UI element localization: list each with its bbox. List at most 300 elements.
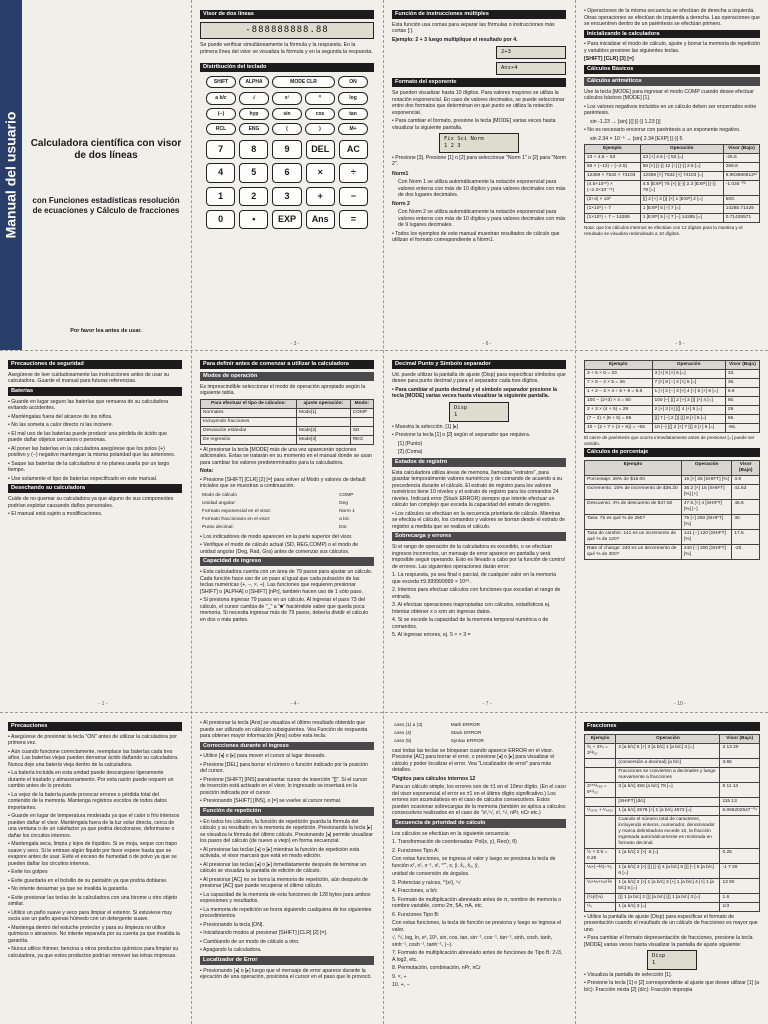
note-label: Nota: [200, 468, 214, 475]
locator-header: Localizador de Error [200, 956, 374, 965]
list-item: • La memoria de repetición se borra siguiendo cualquiera de los siguientes procedimientos [200, 907, 374, 920]
table-cell: Descuento: 4% de descuento de $47.50 [585, 500, 682, 515]
page-8 [384, 712, 574, 1024]
list-item: • Presione [SHIFT] [INS] parainsertar cursor de inserción "[]". Si el cursor de inserción está activado en el visor, lo ingresado se insertará en la posición indicada por el cursor. [200, 777, 374, 797]
table-cell: caso (4) [394, 730, 412, 736]
divide-key[interactable]: ÷ [339, 163, 368, 182]
norm-all-note: • Todos los ejemplos de este manual muestran resultados de cálculo que utilizan el formato correspondiente a Norm1. [392, 231, 566, 244]
key-8[interactable]: 8 [239, 140, 268, 159]
sequence-intro: Los cálculos se efectúan en la siguiente secuencia: [392, 830, 510, 837]
table-row [201, 426, 374, 435]
cover-title: Calculadora científica con visor de dos líneas [30, 138, 182, 161]
col-header: Operación [652, 361, 725, 370]
mode-clr-key[interactable]: MODE CLR [272, 76, 335, 88]
cover-band-text: Manual del usuario [2, 111, 19, 239]
exp-example: sin 2.34 × 10⁻⁵ → [sin] 2.34 [EXP] [(-)] 5 [590, 135, 683, 142]
decimal-key[interactable]: • [239, 210, 268, 229]
percent-table-body [585, 476, 760, 560]
table-cell: 2 [+] 3 [×] [(] 4 [+] 5 [=] [652, 405, 725, 414]
table-cell: 2 + 3 × (4 + 5) = 29 [585, 405, 653, 414]
table-row [392, 730, 514, 738]
sqrt-key[interactable]: √ [239, 92, 269, 104]
init-keys: [SHIFT] [CLR] [3] [=] [584, 56, 634, 63]
key-0[interactable]: 0 [206, 210, 235, 229]
table-cell: -20. [732, 545, 760, 560]
list-item: Con estas funciones, la tecla de función se presiona y luego se ingresa el valor. [392, 920, 561, 933]
del-key[interactable]: DEL [306, 140, 335, 159]
table-cell: Normales [201, 408, 297, 417]
list-item: • Asegúrese de presionar la tecla "ON" antes de utilizar la calculadora por primera vez. [8, 734, 182, 747]
lcd-disp-line-1: Disp [454, 404, 468, 411]
precautions-list [8, 734, 182, 960]
power-key[interactable]: ^ [305, 92, 335, 104]
shift-key[interactable]: SHIFT [206, 76, 236, 88]
list-item: • Inicializando modos al presionar [SHIFT] [CLR] [2] [=]. [200, 930, 374, 937]
lcd-norm-screen [439, 133, 519, 153]
equals-key[interactable]: = [339, 210, 368, 229]
table-cell: 12369 [×] 7532 [×] 74103 [=] [640, 172, 723, 181]
table-cell: 1/3 [720, 902, 760, 911]
table-cell: Desviación estándar [201, 426, 297, 435]
table-cell: Incremento: 15% de incremento de $36.20 [585, 485, 682, 500]
list-item: • Utilice [◂] o [▸] para mover el cursor al lugar deseado. [200, 753, 374, 760]
fractions-table [584, 734, 760, 912]
multi-instr-example: Ejemplo: 2 + 3 luego multiplique el resultado por 4. [392, 36, 518, 43]
m-plus-key[interactable]: M+ [338, 123, 368, 135]
norm1-title: Norm1 [392, 170, 409, 177]
table-cell: caso (5) [394, 738, 412, 744]
table-cell: SD [350, 426, 373, 435]
table-cell: -55. [725, 423, 759, 432]
priority-table [584, 360, 760, 433]
table-cell: 33. [725, 369, 759, 378]
arith-table-body [585, 154, 760, 223]
table-cell: 3 13 20 [720, 743, 760, 758]
table-cell: [(] 1 [a b/c] 2 [)] [a b/c] [(] 1 [a b/c] 3 [=] [616, 893, 720, 902]
table-cell: 15 [×] 26 [SHIFT] [%] [681, 476, 731, 485]
list-item: • No intente desarmar ya que se invalida la garantía. [8, 886, 182, 893]
lcd-disp-screen [449, 402, 509, 422]
list-item: • Al presionar las teclas [◂] o [▸] mientras la función de repetición esta activada, el visor marcará que está en modo edición. [200, 847, 374, 860]
table-row [585, 848, 760, 863]
table-cell: 1 [EXP] 5 [÷] 7 [=] [640, 205, 723, 214]
stack-header: Estados de registro [392, 458, 566, 467]
table-cell: 6.066202547⁻⁰⁴ [720, 806, 760, 815]
battery-list [8, 399, 182, 483]
col-header: Operación [640, 145, 723, 154]
cover-footer: Por favor lea antes de usar. [70, 328, 142, 334]
priority-table-body [585, 369, 760, 432]
list-item: • Evite los golpes [8, 869, 182, 876]
table-cell: 141 [−] 120 [SHIFT] [%] [681, 530, 731, 545]
table-cell: Stack ERROR [450, 730, 482, 736]
plus-key[interactable]: + [306, 187, 335, 206]
page-3 [192, 0, 382, 350]
lcd-norm-line-2: 1 2 3 [444, 143, 461, 150]
table-cell: 1 + 2 − 3 × 4 ÷ 5 + 6 = 6.6 [585, 387, 653, 396]
table-cell: 7 [×] 8 [−] 4 [×] 5 [=] [652, 378, 725, 387]
table-cell: Porcentaje: 26% de $15.00 [585, 476, 682, 485]
basic-header: Cálculos Básicos [584, 65, 760, 74]
table-cell: ½ × 0.5 = 0.25 [585, 848, 616, 863]
page-number: - 10 - [674, 700, 686, 707]
sel-a: • Muestra la selección. [1] [▸] [392, 424, 566, 431]
table-cell: 1 [a b/c] 3 [×] [(] [(-)] 4 [a b/c] 5 [)] [−] 5 [a b/c] 6 [=] [616, 863, 720, 878]
percent-table [584, 460, 760, 560]
lcd-disp-line-2: 1 [454, 411, 458, 418]
exp-key[interactable]: EXP [272, 210, 301, 229]
col-header: Ejemplo [585, 145, 641, 154]
table-cell: 3⁴⁵⁶/₇₈₉ = 8¹¹/₁₃ [585, 782, 616, 797]
verify-note: • Verifique el modo de cálculo actual (SD, REG,COMP) o el modo de unidad angular (Deg, Rad, Gra) antes de comenzar sus cálculos. [200, 542, 374, 555]
cos-key[interactable]: cos [305, 108, 335, 120]
digits-title: *Dígitos para cálculos internos 12 [392, 775, 476, 782]
table-cell: Math ERROR [450, 723, 481, 728]
dispose-header: Desechando su calculadora [8, 484, 182, 493]
list-item: • La capacidad de la memoria de esta funciones de 128 bytes para ambos expresiones y resultados. [200, 892, 374, 905]
table-cell: (2+3) × 10² [585, 196, 641, 205]
lcd-example-1: 2+3 [496, 46, 566, 59]
table-cell: Mode[3] [296, 435, 350, 444]
key-2[interactable]: 2 [239, 187, 268, 206]
decimal-intro: Ud. puede utilizar la pantalla de ajuste (Disp) para especificar símbolos que desee para punto decimal y para el separador cada tres dígitos. [392, 371, 566, 385]
table-cell: 23 [+] 4.5 [−] 53 [=] [640, 154, 723, 163]
eng-key[interactable]: ENG [239, 123, 269, 135]
note-text: • Presione [SHIFT] [CLR] [2] [=] para volver al Modo y valores de default iniciales que se muestran a continuación. [200, 477, 374, 490]
norm1-text: Con Norm 1 se utiliza automáticamente la notación exponencial para valores enteros con más de 10 dígitos y para valores decimales con más de dos lugares decimales. [398, 179, 566, 199]
table-cell: 1 [a b/c] 2 [×] 1 [a b/c] 3 [+] 1 [a b/c] 4 [×] 1 [a b/c] 5 [=] [616, 878, 720, 893]
list-item: • Guarde en lugar de temperatura moderada ya que el calor o frío intensos pueden dañar el visor. Manténgala fuera de la luz solar directa, cerca de una ventana o de un calefactor ya que podría decolorarse, deformarse o dañar los circuitos internos. [8, 813, 182, 839]
list-item: • Presione la tecla [1] o [2] correspondiente al ajuste que desee utilizar [1] (a b/c): Fracción mixta [2] (d/c): Fracción impropia [584, 980, 760, 993]
multiply-key[interactable]: × [306, 163, 335, 182]
table-cell: 10 [−] [(] 2 [+] 7 [(] 3 [+] 6 [=] [652, 423, 725, 432]
table-cell: 4.5 [EXP] 75 [×] [(-)] 2.3 [EXP] [(-)] 79 [=] [640, 181, 723, 196]
list-item: • Mantenga dentro del estuche protector y para su limpieza no utilice químicos o abrasivos. No intente repararla por su cuenta ya que invalida la garantía. [8, 925, 182, 945]
table-row [585, 806, 760, 815]
key-9[interactable]: 9 [272, 140, 301, 159]
exp-format-header: Formato del exponente [392, 78, 566, 87]
table-row [585, 500, 760, 515]
table-cell [350, 417, 373, 426]
table-cell: 3.9 [732, 476, 760, 485]
key-1[interactable]: 1 [206, 187, 235, 206]
cover-panel [0, 0, 190, 350]
key-7[interactable]: 7 [206, 140, 235, 159]
table-row [201, 408, 374, 417]
ans-key[interactable]: Ans [306, 210, 335, 229]
square-key[interactable]: x² [272, 92, 302, 104]
key-4[interactable]: 4 [206, 163, 235, 182]
table-cell: Incluyendo fracciones [201, 417, 297, 426]
arith-table-note: Nota: que los cálculos internos se efectúan con 12 dígitos para la mantisa y el resultado se visualiza redondeado a 10 dígitos. [584, 225, 743, 237]
list-item: • Al presionar las teclas [◂] o [▸] inmediatamente después de terminar un cálculo se visualiza la pantalla de edición de cálculo. [200, 862, 374, 875]
dispose-text: Cuide de no quemar su calculadora ya que alguno de sus componentes podrían explotar causando daños personales. [8, 496, 174, 509]
battery-header: Baterías [8, 387, 182, 396]
table-cell: Tasa: 75 es qué % de 250? [585, 515, 682, 530]
list-item: • La vejez de la batería puede provocar errores o pérdida total del contenido de la memoria. Mantenga registros escritos de todos datos importantes. [8, 792, 182, 812]
table-cell: 6.903680613¹² [723, 172, 759, 181]
decimal-set-bullet: • Para cambiar el punto decimal y el símbolo separador presione la tecla [MODE] varias veces hasta visualizar la siguiente pantalla. [392, 387, 566, 400]
table-cell: (conversión a decimal) [a b/c] [616, 758, 720, 767]
page-10 [576, 350, 768, 710]
key-5[interactable]: 5 [239, 163, 268, 182]
table-row [200, 500, 374, 508]
mode-bullet: • Al presionar la tecla [MODE] más de una vez aparecerán opciones adicionales. Estas se tratarán en su momento en el manual donde se usan para cambiar los valores predeterminados para la calculadora. [200, 447, 374, 467]
list-item: • Al poner las baterías en la calculadora asegúrese que los polos (+) positivo y (−) negativo mantengan la misma polaridad que las anteriores. [8, 446, 182, 459]
row-2 [0, 350, 768, 710]
table-cell: 45.6 [732, 500, 760, 515]
page-number: - 3 - [290, 340, 300, 347]
close-paren-key[interactable]: ) [305, 123, 335, 135]
table-cell: ⅓×(−⅘)−⁵⁄₆ [585, 863, 616, 878]
table-cell: 14285.71429 [723, 205, 759, 214]
col-header: Ejemplo [585, 361, 653, 370]
table-cell: Formato exponencial en el visor: [202, 508, 272, 514]
norm-press-note: • Presione [3]. Presione [1] o [2] para seleccionar "Norm 1" o [2] para "Norm 2". [392, 155, 566, 168]
table-cell: 1 [+] 2 [−] 3 [×] 4 [÷] 5 [+] 6 [=] [652, 387, 725, 396]
table-cell: (4.5×10⁷⁵) × (−2.3×10⁻⁷⁹) [585, 181, 641, 196]
list-item: • Presione [DEL] para borrar el número o función indicado por la posición del cursor. [200, 762, 374, 775]
corrections-list [200, 753, 374, 805]
alpha-key[interactable]: ALPHA [239, 76, 269, 88]
list-item: • No las someta a calor directo ni las incinere. [8, 422, 182, 429]
table-cell [720, 815, 760, 848]
key-6[interactable]: 6 [272, 163, 301, 182]
table-cell: 10 − {2 + 7 × (3 + 6)} = −55 [585, 423, 653, 432]
exp-format-text: Se pueden visualizar hasta 10 dígitos. Para valores mayores se utiliza la notación exponencial. En caso de valores decimales, se puede seleccionar entre dos formatos que determinan en qué punto se utiliza la notación exponencial. [392, 90, 565, 116]
list-item: Con estas funciones, se ingresa el valor y luego se presiona la tecla de función x², x¹, x⁻¹, x!, °'", x, ŷ, x̂₁, x̂₂, ŷ, [392, 856, 556, 869]
list-item: 2. Funciones Tipo A: [392, 847, 440, 854]
errors-header: Sobrecarga y errores [392, 532, 566, 541]
table-cell [296, 417, 350, 426]
col-header: Visor (Bajo) [720, 734, 760, 743]
table-cell: 56 [×] [(-)] 12 [÷] [(-)] 2.5 [=] [640, 163, 723, 172]
log-key[interactable]: log [338, 92, 368, 104]
table-cell [585, 797, 616, 806]
lcd-fraction-line-1: Disp [652, 953, 666, 960]
list-item: 1. La respuesta, ya sea final o parcial, de cualquier valor en la memoria que exceda ±9.999999999 × 10⁹⁹. [392, 572, 557, 585]
table-row [200, 524, 374, 532]
table-cell: ¹/₂₅₇₈ + ¹/₄₅₇₂ [585, 806, 616, 815]
table-cell: 115 13 [720, 797, 760, 806]
negative-key[interactable]: (−) [206, 108, 236, 120]
table-row [585, 396, 760, 405]
table-cell: 23 + 4.5 − 53 [585, 154, 641, 163]
list-item: √, ³√, log, ln, eˣ, 10ˣ, sin, cos, tan, sin⁻¹, cos⁻¹, tan⁻¹, sinh, cosh, tanh, sinh⁻¹, cosh⁻¹, tanh⁻¹, (−). [392, 935, 553, 948]
list-item: unidad de conversión de ángulos. [392, 871, 470, 878]
modes-intro: Es imprescindible seleccionar el modo de operación apropiado según la siguiente tabla. [200, 383, 366, 397]
exp-note: • No es necesario encerrar con paréntesis a un exponente negativo. [584, 127, 760, 134]
table-row [585, 414, 760, 423]
stack-text: Esta calculadora utiliza áreas de memoria, llamadas "estratos", para guardar temporalmente valores numéricos y de comando de acuerdo a su precedencia durante el cálculo. El estrato de registro para los valores numéricos tiene 10 niveles y el estrato de registro para los comandos 24 niveles. Indicará error (Stack ERROR) siempre que intente efectuar un cálculo tan complejo que exceda la capacidad del estrato de registro. [392, 469, 563, 509]
rcl-key[interactable]: RCL [206, 123, 236, 135]
table-row [585, 878, 760, 893]
table-cell: a b/c [339, 516, 350, 522]
table-cell: (½)/(⅓) [585, 893, 616, 902]
table-row [585, 545, 760, 560]
cover-band [0, 0, 22, 350]
defaults-table [200, 492, 374, 532]
table-cell: 36.2 [×] 15 [SHIFT] [%] [+] [681, 485, 731, 500]
defaults-body [200, 492, 374, 532]
table-cell: 36. [725, 378, 759, 387]
table-cell: 7 × 8 − 4 × 5 = 36 [585, 378, 653, 387]
table-cell: (1×10⁵) ÷ 7 − 14285 [585, 214, 641, 223]
locator-text: • Presionando [◂] o [▸] luego que el mensaje de error aparece durante la ejecución de una operación, posiciona el cursor en el paso que lo provocó. [200, 968, 374, 981]
list-item: • Presionando la tecla [ON]. [200, 922, 374, 929]
table-cell: -1 7 30 [720, 863, 760, 878]
page-6 [384, 0, 574, 350]
table-row [585, 767, 760, 782]
row-1 [0, 0, 768, 350]
errors-text: Si el rango de operación de la calculadora es excedido, o se efectúan ingresos incorrectos, un mensaje de error aparece en pantalla y será imposible seguir operando. Esto es llevado a cabo por la función de control de errores. Las siguientes operaciones darán error: [392, 544, 565, 570]
list-item: • Utilice la pantalla de ajuste (Disp) para especificar el formato de presentación cuando el resultado de un cálculo de fracciones es mayor que uno. [584, 914, 760, 934]
tan-key[interactable]: tan [338, 108, 368, 120]
table-row [585, 369, 760, 378]
page-11 [576, 712, 768, 1024]
table-cell: 12369 × 7532 × 74103 [585, 172, 641, 181]
norm2-text: Con Norm 2 se utiliza automáticamente la notación exponencial para valores enteros con más de 10 dígitos y para valores decimales con más de 9 lugares decimales. [398, 209, 566, 229]
table-row [585, 387, 760, 396]
table-cell: [(] 7 [−] 2 [)] [(] 8 [+] 5 [=] [652, 414, 725, 423]
fractions-table-body [585, 743, 760, 911]
keyboard-header: Distribución del teclado [200, 63, 374, 72]
on-key[interactable]: ON [338, 76, 368, 88]
table-row [585, 782, 760, 797]
table-cell: 1 [a b/c] 2578 [+] 1 [a b/c] 4572 [=] [616, 806, 720, 815]
table-row [201, 417, 374, 426]
keypad-top [200, 76, 374, 88]
neg-note: • Los valores negativos incluidos en un cálculo deben ser encerrados entre paréntesis. [584, 104, 760, 117]
table-row [585, 530, 760, 545]
minus-key[interactable]: − [339, 187, 368, 206]
capacity-header: Capacidad de ingreso [200, 557, 374, 566]
table-row [585, 205, 760, 214]
exp-format-bullet: • Para cambiar el formato, presione la tecla [MODE] varias veces hasta visualizar la siguiente pantalla. [392, 118, 566, 131]
page-number: - 4 - [290, 700, 300, 707]
sin-key[interactable]: sin [272, 108, 302, 120]
priority-note: El cierre de paréntesis que ocurra inmediatamente antes de presionar [=] puede ser omitido. [584, 434, 755, 446]
sequence-intro: • Operaciones de la misma secuencia se efectúan de derecha a izquierda. Otras operaciones se efectúan de izquierda a derecha. Las operaciones que se encuentren dentro de un paréntesis se efectúan primero. [584, 8, 760, 28]
list-item: 1. Transformación de coordenadas: Pol(x, y), Rec(r, θ) [392, 839, 517, 846]
table-cell: Punto decimal: [202, 524, 234, 530]
table-row [585, 154, 760, 163]
table-cell: Dot [339, 524, 347, 530]
table-cell: 100 − (2+3) × 4 = 80 [585, 396, 653, 405]
key-3[interactable]: 3 [272, 187, 301, 206]
table-cell: 13 60 [720, 878, 760, 893]
norm2-title: Norm 2 [392, 200, 410, 207]
fold-line [191, 0, 192, 1024]
table-cell: 0.71428571 [723, 214, 759, 223]
table-cell: Mode[2] [296, 426, 350, 435]
fraction-key[interactable]: a b/c [206, 92, 236, 104]
table-cell: ½×⅓+¼×⅕ [585, 878, 616, 893]
list-item: 5. Al ingresar errores, ej. 5 × × 3 = [392, 632, 471, 639]
table-cell: ¹/₃ [585, 902, 616, 911]
table-row [200, 508, 374, 516]
table-cell: -25.5 [723, 154, 759, 163]
setup-header: Para definir antes de comenzar a utilizar la calculadora [200, 360, 374, 369]
col-header: Visor (Bajo) [732, 461, 760, 476]
page-number: - 9 - [675, 340, 685, 347]
list-item: 10. +, − [392, 982, 410, 989]
list-item: • Presionando [SHIFT] [INS], o [=] se vuelve al cursor normal. [200, 798, 374, 805]
open-paren-key[interactable]: ( [272, 123, 302, 135]
table-cell: 30. [732, 515, 760, 530]
modes-table [200, 399, 374, 445]
table-cell: caso (1) a (3) [394, 723, 423, 728]
table-row [585, 515, 760, 530]
page-number: - 6 - [482, 340, 492, 347]
table-cell: Syntax ERROR [450, 738, 485, 744]
list-item: • Nunca utilice thinner, bencina u otros productos químicos para limpiar su calculadora, ya que estos productos podrían remover las letras impresas. [8, 946, 182, 959]
table-row [200, 492, 374, 500]
col-header: Para efectuar el tipo de cálculos: [201, 399, 297, 408]
safety-header: Precauciones de seguridad [8, 360, 182, 369]
list-item: • Aún cuando funcione correctamente, reemplace las baterías cada tres años. Las baterías viejas pueden derramar ácido dañando su calculadora. Nunca deje una batería vieja dentro de la calculadora. [8, 749, 182, 769]
table-row [585, 476, 760, 485]
neg-example: sin -1.23 → [sin] [(] [(-)] 1.23 [)] [590, 118, 661, 125]
table-row [585, 902, 760, 911]
list-item: • Visualiza la pantalla de selección [1]. [584, 972, 760, 979]
table-cell: 80. [725, 396, 759, 405]
replay-header: Función de repetición [200, 807, 374, 816]
table-row [585, 485, 760, 500]
table-cell: 56 × (−12) ÷ (−2.5) [585, 163, 641, 172]
table-row [585, 743, 760, 758]
table-cell: [(] 2 [+] 3 [)] [×] 1 [EXP] 2 [=] [640, 196, 723, 205]
table-cell: (7 − 2) × (8 + 5) = 65 [585, 414, 653, 423]
table-cell: 1 [a b/c] 3 [=] [616, 902, 720, 911]
ac-key[interactable]: AC [339, 140, 368, 159]
table-cell: Unidad angular: [202, 500, 236, 506]
page-2 [0, 712, 190, 1024]
col-header: Modo: [350, 399, 373, 408]
table-cell: Formato fraccionario en el visor: [202, 516, 271, 522]
hyp-key[interactable]: hyp [239, 108, 269, 120]
number-keys [200, 140, 374, 229]
table-cell: 1 [EXP] 5 [÷] 7 [−] 14285 [=] [640, 214, 723, 223]
table-cell: Deg [339, 500, 348, 506]
list-item: • Manténgalas fuera del alcance de los niños. [8, 414, 182, 421]
table-cell: Norm 1 [339, 508, 355, 514]
table-cell: Mode[1] [296, 408, 350, 417]
init-header: Inicializando la calculadora [584, 30, 760, 39]
list-item: 3. Potencias y raíces, ^(xʸ), ˣ√ [392, 879, 461, 886]
col-header: Visor (Bajo) [725, 361, 759, 370]
error-cases-table [392, 722, 514, 746]
init-text: • Para inicializar el modo de cálculo, ajuste y borrar la memoria de repetición y variables presione las siguientes teclas. [584, 41, 760, 54]
table-cell: 268.8 [723, 163, 759, 172]
fold-line [575, 0, 576, 1024]
list-item: • El mal uso de las baterías puede producir una pérdida de ácido que puede dañar objetos cercanos o personas. [8, 431, 182, 444]
cover-subtitle: con Funciones estadísticas resolución de ecuaciones y Cálculo de fracciones [32, 196, 180, 215]
fold-line [383, 0, 384, 1024]
ans-list [200, 720, 374, 740]
table-cell: 75 [÷] 250 [SHIFT] [%] [681, 515, 731, 530]
table-cell: 3.65 [720, 758, 760, 767]
table-cell: 500. [723, 196, 759, 205]
list-item: 6. Funciones Tipo B: [392, 911, 440, 918]
table-cell: 65. [725, 414, 759, 423]
errors-list [392, 572, 566, 639]
capacity-text-2: • Si presiona ingresar 79 pasos en un cálculo. Al ingresar el paso 73 del cálculo, el cursor cambia de "_" a "■" haciéndole saber que queda poca memoria. Si necesita ingresar más de 79 pasos, debería dividir el cálculo en dos o más partes. [200, 597, 374, 623]
page-1 [0, 350, 190, 710]
table-cell: 3 [a b/c] 456 [a b/c] 78 [=] [616, 782, 720, 797]
list-item: • Evite presionar las teclas de la calculadora con una birome u otro objeto similar. [8, 895, 182, 908]
list-item: • En todos los cálculos, la función de repetición guarda la fórmula del cálculo y su resultado en la memoria de repetición. Presionando la tecla [▸] se visualiza la fórmula del último cálculo. Presionando [◂] permite visualizar los pasos del cálculo (de nuevo a viejo) en forma secuencial. [200, 819, 374, 845]
